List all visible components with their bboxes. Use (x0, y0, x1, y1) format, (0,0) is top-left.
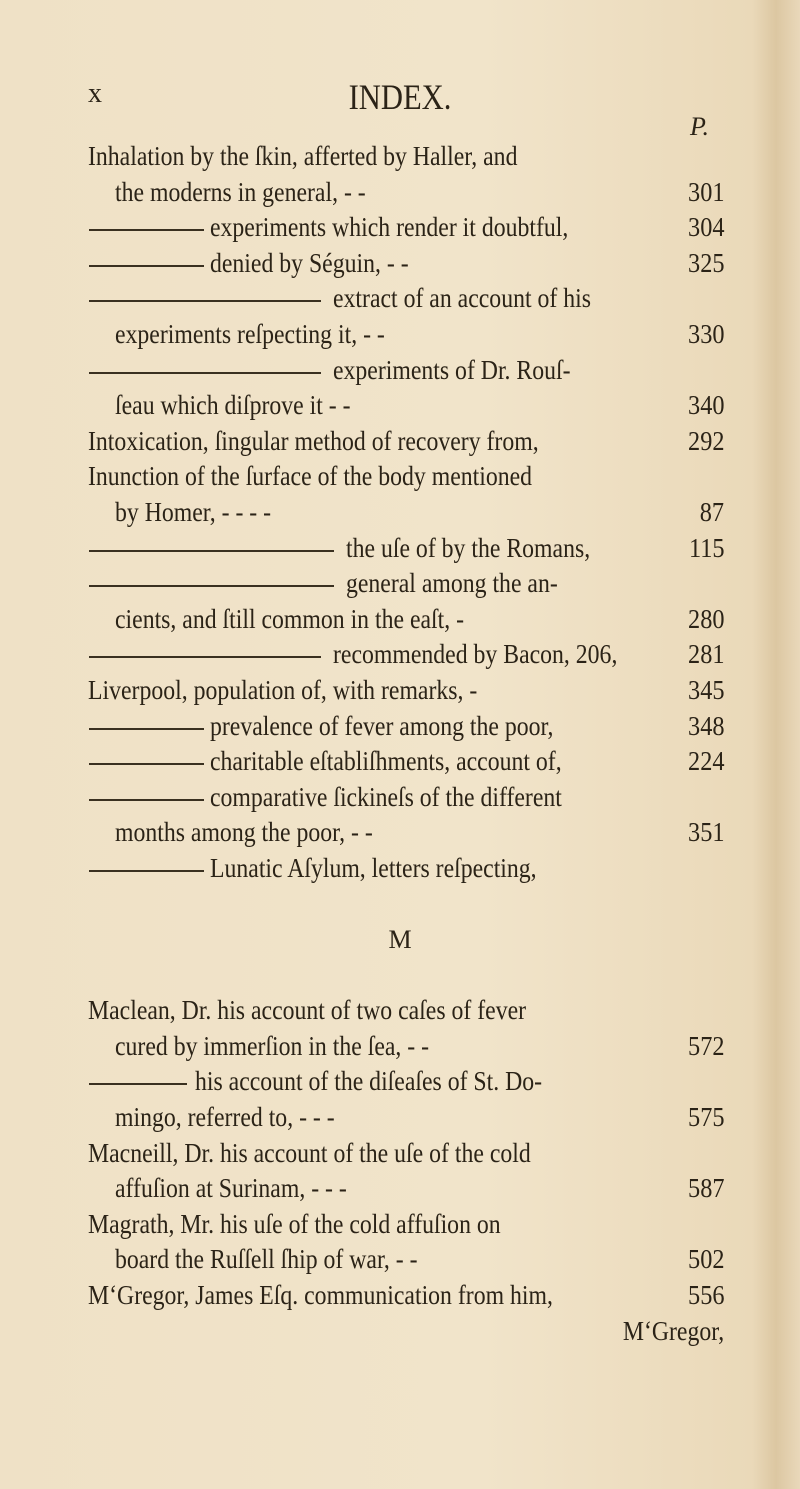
entry-text: experiments which render it doubtful, (210, 212, 569, 243)
index-entry (0, 1171, 800, 1207)
ditto-rule (89, 799, 204, 801)
page-column-heading: P. (690, 112, 710, 141)
entry-text: Maclean, Dr. his account of two caſes of fever (88, 995, 527, 1026)
ditto-rule (89, 585, 334, 587)
entry-text: Inunction of the ſurface of the body mentioned (88, 461, 533, 492)
page-number: 345 (687, 674, 724, 705)
ditto-rule (89, 1083, 187, 1085)
index-entry (0, 281, 800, 317)
page-number: 292 (687, 425, 724, 456)
page-number: 280 (687, 603, 724, 634)
page-number: 330 (687, 318, 724, 349)
section-letter (0, 922, 800, 958)
ditto-rule (89, 763, 204, 765)
ditto-rule (89, 229, 204, 231)
ditto-rule (89, 870, 204, 872)
entry-text: M‘Gregor, James Eſq. communication from him, (88, 1280, 553, 1310)
ditto-rule (89, 656, 321, 658)
entry-text: denied by Séguin, - - (210, 247, 409, 278)
index-entry (0, 175, 800, 211)
index-entry (0, 388, 800, 424)
index-entry (0, 1278, 800, 1314)
index-entry (0, 424, 800, 460)
index-entry (0, 815, 800, 851)
entry-text: board the Ruſſell ſhip of war, - - (115, 1244, 418, 1275)
page-number: 351 (687, 817, 724, 848)
index-entry (0, 1029, 800, 1065)
page-number: 224 (687, 746, 724, 777)
index-entry (0, 246, 800, 282)
entry-text: Lunatic Aſylum, letters reſpecting, (210, 852, 537, 883)
entry-text: the moderns in general, - - (115, 176, 366, 207)
page-title: INDEX. (348, 77, 452, 117)
index-entry (0, 210, 800, 246)
page-number: 575 (687, 1102, 724, 1133)
index-entry (0, 744, 800, 780)
entry-text: affuſion at Surinam, - - - (115, 1173, 347, 1204)
page-number: 87 (699, 496, 724, 527)
ditto-rule (89, 372, 321, 374)
index-entry (0, 673, 800, 709)
index-entries (0, 139, 800, 1349)
index-entry (0, 139, 800, 175)
page-number: 281 (687, 639, 724, 670)
page-folio: x (88, 78, 102, 109)
index-entry (0, 1207, 800, 1243)
index-entry (0, 459, 800, 495)
entry-text: months among the poor, - - (115, 817, 373, 848)
index-entry (0, 886, 800, 922)
entry-text: cured by immerſion in the ſea, - - (115, 1030, 430, 1061)
entry-text: Magrath, Mr. his uſe of the cold affuſion on (88, 1208, 501, 1239)
entry-text: general among the an- (346, 568, 558, 599)
index-entry (0, 637, 800, 673)
page-number: 572 (687, 1030, 724, 1061)
index-entry (0, 958, 800, 994)
entry-text: his account of the diſeaſes of St. Do- (195, 1066, 543, 1097)
page-number: 304 (687, 212, 724, 243)
entry-text: by Homer, - - - - (115, 496, 272, 527)
page-number: 556 (687, 1280, 724, 1310)
entry-text: mingo, referred to, - - - (115, 1102, 335, 1133)
ditto-rule (89, 300, 321, 302)
index-entry (0, 709, 800, 745)
index-entry (0, 1242, 800, 1278)
index-entry (0, 566, 800, 602)
index-entry (0, 851, 800, 887)
index-entry (0, 1100, 800, 1136)
index-entry (0, 495, 800, 531)
page-number: 115 (688, 532, 724, 563)
index-entry (0, 993, 800, 1029)
entry-text: charitable eſtabliſhments, account of, (210, 746, 562, 777)
entry-text: recommended by Bacon, 206, (333, 639, 618, 670)
page-number: 340 (687, 390, 724, 421)
entry-text: experiments of Dr. Rouſ- (333, 354, 571, 385)
index-entry (0, 1064, 800, 1100)
entry-text: ſeau which diſprove it - - (115, 390, 351, 421)
ditto-rule (89, 728, 204, 730)
entry-text: M‘Gregor, (622, 1315, 724, 1346)
entry-text: M (388, 925, 412, 955)
entry-text: prevalence of fever among the poor, (210, 710, 554, 741)
catchword (0, 1314, 800, 1350)
page-number: 587 (687, 1173, 724, 1204)
ditto-rule (89, 550, 334, 552)
page-number: 502 (687, 1244, 724, 1275)
index-entry (0, 1136, 800, 1172)
index-entry (0, 353, 800, 389)
entry-text: extract of an account of his (333, 283, 591, 314)
entry-text: the uſe of by the Romans, (346, 532, 591, 563)
entry-text: Intoxication, ſingular method of recovery from, (88, 425, 539, 456)
entry-text: experiments reſpecting it, - - (115, 318, 385, 349)
index-entry (0, 317, 800, 353)
page-number: 348 (687, 710, 724, 741)
index-entry (0, 602, 800, 638)
entry-text: Inhalation by the ſkin, afferted by Haller, and (88, 141, 518, 171)
entry-text: Macneill, Dr. his account of the uſe of the cold (88, 1137, 531, 1168)
index-entry (0, 531, 800, 567)
entry-text: Liverpool, population of, with remarks, - (88, 674, 478, 705)
page-number: 301 (687, 176, 724, 207)
ditto-rule (89, 265, 204, 267)
page-number: 325 (687, 247, 724, 278)
entry-text: cients, and ſtill common in the eaſt, - (115, 603, 465, 634)
index-entry (0, 780, 800, 816)
entry-text: comparative ſickineſs of the different (210, 781, 562, 812)
